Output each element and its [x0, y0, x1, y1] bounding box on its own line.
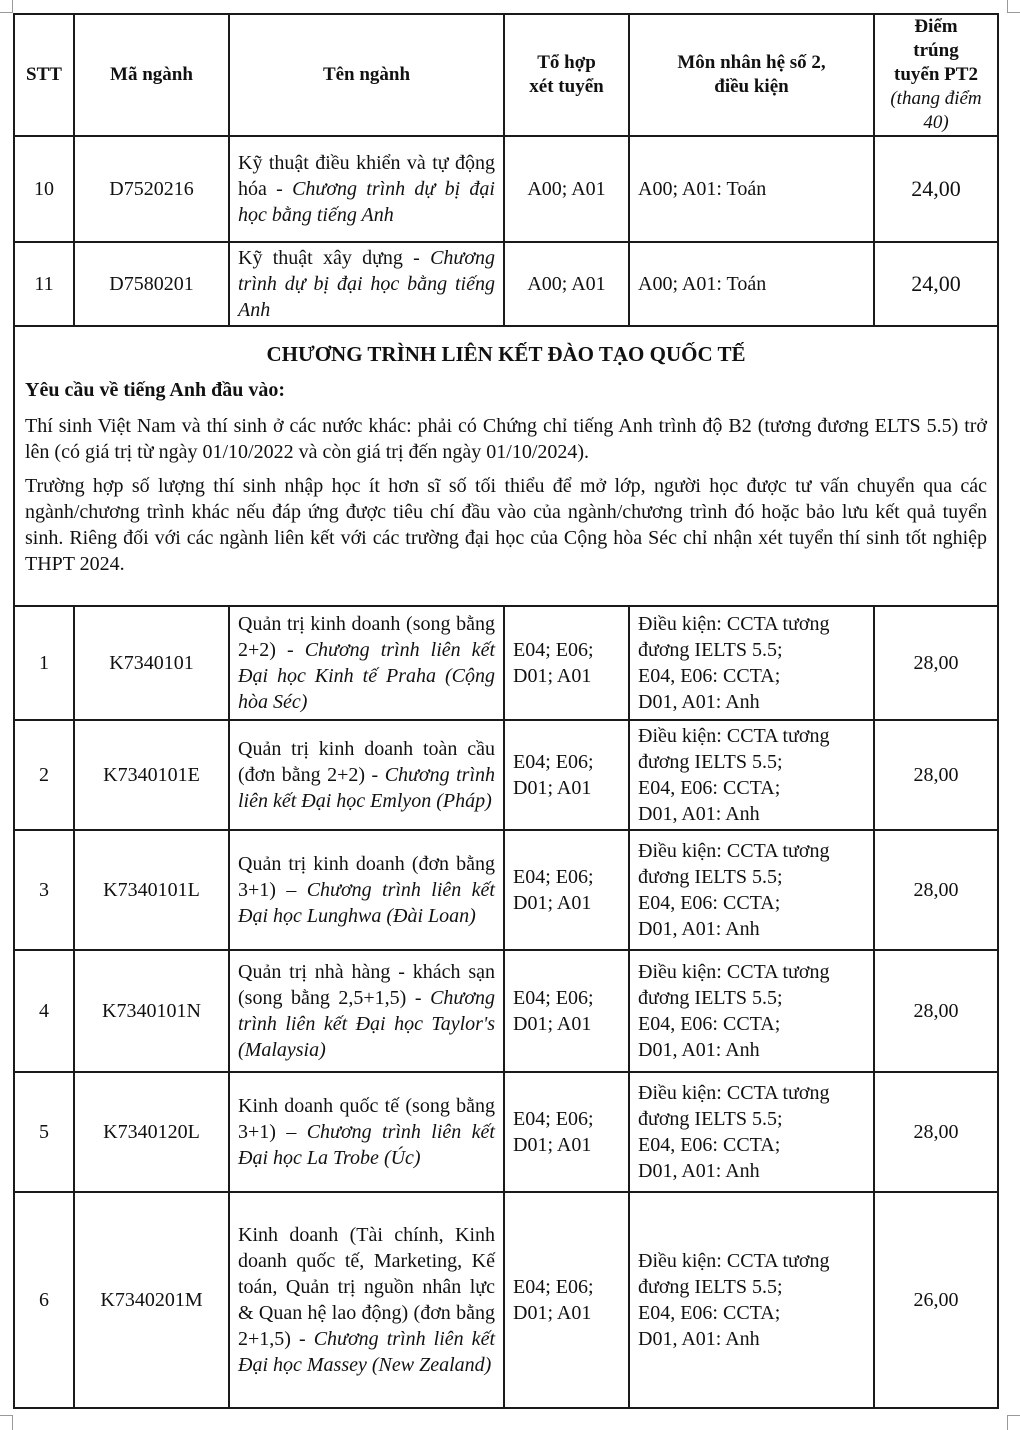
cell-to-hop: A00; A01	[504, 242, 629, 326]
cell-ten: Kinh doanh quốc tế (song bằng 3+1) – Chương trình liên kết Đại học La Trobe (Úc)	[229, 1072, 504, 1192]
cell-stt: 5	[14, 1072, 74, 1192]
cell-to-hop: E04; E06; D01; A01	[504, 1192, 629, 1408]
cell-diem: 26,00	[874, 1192, 998, 1408]
cell-mon: Điều kiện: CCTA tương đương IELTS 5.5; E04, E06: CCTA; D01, A01: Anh	[629, 720, 874, 830]
cell-to-hop: E04; E06; D01; A01	[504, 720, 629, 830]
section-cell	[14, 326, 998, 606]
page-corner-mark	[1007, 0, 1020, 13]
cell-diem: 28,00	[874, 830, 998, 950]
header-ten-nganh: Tên ngành	[229, 14, 504, 136]
cell-ten: Kỹ thuật xây dựng - Chương trình dự bị đại học bằng tiếng Anh	[229, 242, 504, 326]
cell-ten: Kinh doanh (Tài chính, Kinh doanh quốc tế, Marketing, Kế toán, Quản trị nguồn nhân lực & Quan hệ lao động) (đơn bằng 2+1,5) - Chương trình liên kết Đại học Massey (New Zealand)	[229, 1192, 504, 1408]
cell-mon: Điều kiện: CCTA tương đương IELTS 5.5; E04, E06: CCTA; D01, A01: Anh	[629, 950, 874, 1072]
table-row	[14, 606, 998, 720]
cell-diem: 28,00	[874, 1072, 998, 1192]
cell-ma: K7340101N	[74, 950, 229, 1072]
cell-stt: 3	[14, 830, 74, 950]
cell-ten: Quản trị nhà hàng - khách sạn (song bằng 2,5+1,5) - Chương trình liên kết Đại học Taylor's (Malaysia)	[229, 950, 504, 1072]
cell-ma: K7340101L	[74, 830, 229, 950]
cell-diem: 28,00	[874, 606, 998, 720]
section-row	[14, 326, 998, 606]
cell-stt: 2	[14, 720, 74, 830]
header-mon-he-so: Môn nhân hệ số 2, điều kiện	[629, 14, 874, 136]
cell-ten: Quản trị kinh doanh toàn cầu (đơn bằng 2+2) - Chương trình liên kết Đại học Emlyon (Pháp)	[229, 720, 504, 830]
cell-to-hop: E04; E06; D01; A01	[504, 950, 629, 1072]
table-row	[14, 242, 998, 326]
cell-to-hop: A00; A01	[504, 136, 629, 242]
header-diem: Điểm trúng tuyển PT2 (thang điểm 40)	[874, 14, 998, 136]
cell-to-hop: E04; E06; D01; A01	[504, 1072, 629, 1192]
table-row	[14, 136, 998, 242]
section-paragraph-1: Thí sinh Việt Nam và thí sinh ở các nước khác: phải có Chứng chỉ tiếng Anh trình độ B2 (tương đương ELTS 5.5) trở lên (có giá trị từ ngày 01/10/2022 và còn giá trị đến ngày 01/10/2024).	[25, 415, 987, 463]
admission-score-table	[13, 13, 999, 1409]
cell-mon: Điều kiện: CCTA tương đương IELTS 5.5; E04, E06: CCTA; D01, A01: Anh	[629, 606, 874, 720]
cell-ten: Kỹ thuật điều khiển và tự động hóa - Chương trình dự bị đại học bằng tiếng Anh	[229, 136, 504, 242]
cell-to-hop: E04; E06; D01; A01	[504, 606, 629, 720]
cell-stt: 11	[14, 242, 74, 326]
header-ma-nganh: Mã ngành	[74, 14, 229, 136]
cell-stt: 6	[14, 1192, 74, 1408]
table-row	[14, 1192, 998, 1408]
table-row	[14, 950, 998, 1072]
cell-ma: K7340101E	[74, 720, 229, 830]
cell-mon: A00; A01: Toán	[629, 242, 874, 326]
cell-ma: D7520216	[74, 136, 229, 242]
cell-mon: A00; A01: Toán	[629, 136, 874, 242]
cell-ma: D7580201	[74, 242, 229, 326]
header-stt: STT	[14, 14, 74, 136]
cell-stt: 1	[14, 606, 74, 720]
cell-ma: K7340120L	[74, 1072, 229, 1192]
cell-to-hop: E04; E06; D01; A01	[504, 830, 629, 950]
table-row	[14, 720, 998, 830]
cell-ten: Quản trị kinh doanh (đơn bằng 3+1) – Chương trình liên kết Đại học Lunghwa (Đài Loan)	[229, 830, 504, 950]
cell-diem: 24,00	[874, 242, 998, 326]
cell-diem: 28,00	[874, 950, 998, 1072]
cell-ma: K7340201M	[74, 1192, 229, 1408]
table-row	[14, 1072, 998, 1192]
header-to-hop: Tổ hợp xét tuyển	[504, 14, 629, 136]
cell-ma: K7340101	[74, 606, 229, 720]
section-paragraph-2: Trường hợp số lượng thí sinh nhập học ít hơn sĩ số tối thiểu để mở lớp, người học được tư vấn chuyển qua các ngành/chương trình khác nếu đáp ứng được tiêu chí đầu vào của ngành/chương trình đó hoặc bảo lưu kết quả tuyển sinh. Riêng đối với các ngành liên kết với các trường đại học của Cộng hòa Séc chỉ nhận xét tuyển thí sinh tốt nghiệp THPT 2024.	[25, 475, 987, 575]
cell-diem: 24,00	[874, 136, 998, 242]
table-row	[14, 830, 998, 950]
cell-mon: Điều kiện: CCTA tương đương IELTS 5.5; E04, E06: CCTA; D01, A01: Anh	[629, 1192, 874, 1408]
cell-mon: Điều kiện: CCTA tương đương IELTS 5.5; E04, E06: CCTA; D01, A01: Anh	[629, 830, 874, 950]
section-title: CHƯƠNG TRÌNH LIÊN KẾT ĐÀO TẠO QUỐC TẾ	[266, 342, 746, 366]
section-requirement: Yêu cầu về tiếng Anh đầu vào:	[25, 379, 286, 401]
cell-ten: Quản trị kinh doanh (song bằng 2+2) - Chương trình liên kết Đại học Kinh tế Praha (Cộng hòa Séc)	[229, 606, 504, 720]
table-header-row	[14, 14, 998, 136]
cell-stt: 10	[14, 136, 74, 242]
cell-diem: 28,00	[874, 720, 998, 830]
cell-stt: 4	[14, 950, 74, 1072]
page-corner-mark	[0, 0, 13, 13]
cell-mon: Điều kiện: CCTA tương đương IELTS 5.5; E04, E06: CCTA; D01, A01: Anh	[629, 1072, 874, 1192]
